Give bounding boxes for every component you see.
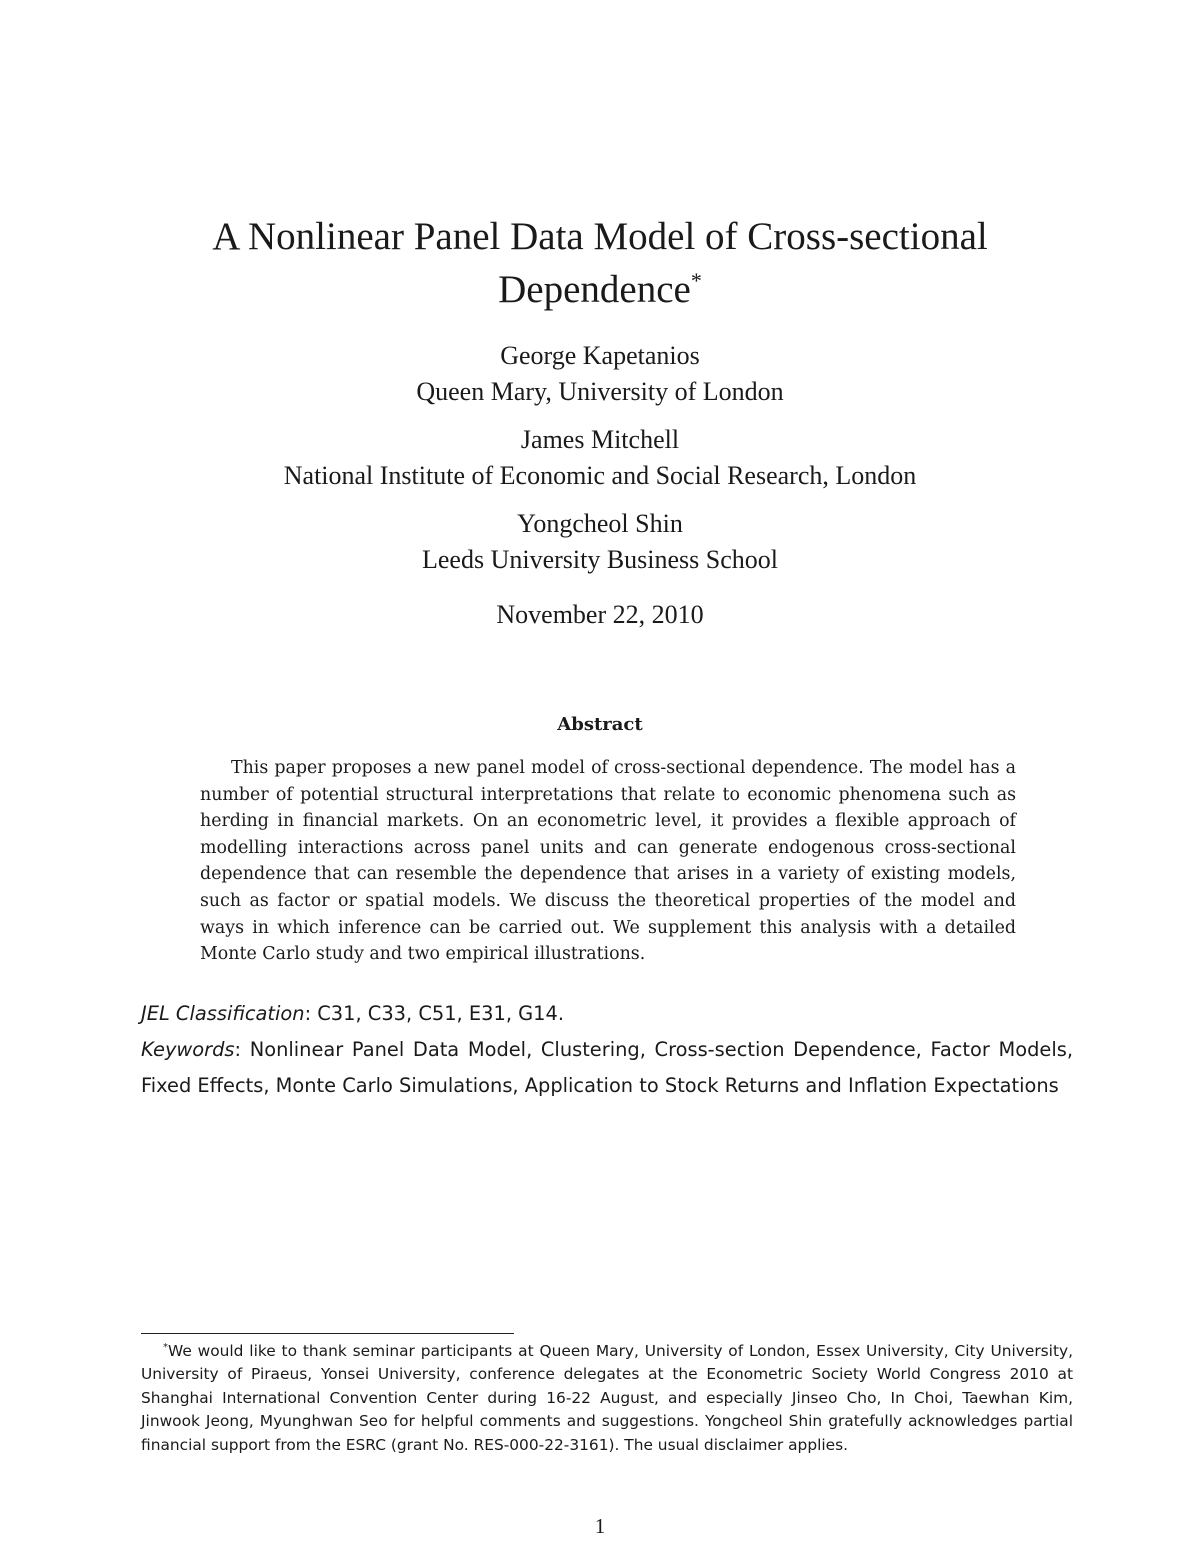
footnote-text: We would like to thank seminar participants at Queen Mary, University of London, Essex University, City University, University of Piraeus, Yonsei University, conference delegates at the Econometric Society World Congress 2010 at Shanghai International Convention Center during 16-22 August, and especially Jinseo Cho, In Choi, Taewhan Kim, Jinwook Jeong, Myunghwan Seo for helpful comments and suggestions. Yongcheol Shin gratefully acknowledges partial financial support from the ESRC (grant No. RES-000-22-3161). The usual disclaimer applies. xyxy=(141,1342,1073,1454)
footnote-marker: * xyxy=(163,1341,168,1353)
keywords-label: Keywords xyxy=(141,1038,235,1061)
author-block xyxy=(150,338,1050,410)
author-block xyxy=(150,422,1050,494)
author-block xyxy=(150,506,1050,578)
title-footnote-marker: * xyxy=(690,268,702,293)
jel-value: C31, C33, C51, E31, G14. xyxy=(317,1002,565,1025)
author-affiliation: Leeds University Business School xyxy=(421,545,779,574)
jel-classification: JEL Classification: C31, C33, C51, E31, G14. xyxy=(141,1002,565,1025)
page-number: 1 xyxy=(594,1514,606,1538)
keywords-value: Nonlinear Panel Data Model, Clustering, Cross-section Dependence, Factor Models, Fixed Effects, Monte Carlo Simulations, Application to Stock Returns and Inflation Expectations xyxy=(141,1038,1074,1097)
paper-title-text: A Nonlinear Panel Data Model of Cross-sectional Dependence xyxy=(212,215,988,311)
jel-label: JEL Classification xyxy=(141,1002,305,1025)
author-list xyxy=(150,338,1050,590)
paper-title xyxy=(150,210,1050,316)
footnote-divider xyxy=(141,1333,514,1334)
acknowledgement-footnote xyxy=(141,1340,1073,1457)
author-name: Yongcheol Shin xyxy=(517,509,683,538)
author-affiliation: National Institute of Economic and Social Research, London xyxy=(283,461,917,490)
paper-date: November 22, 2010 xyxy=(496,600,704,629)
author-name: George Kapetanios xyxy=(500,341,700,370)
author-affiliation: Queen Mary, University of London xyxy=(416,377,784,406)
abstract-body: This paper proposes a new panel model of cross-sectional dependence. The model has a number of potential structural interpretations that relate to economic phenomena such as herding in financial markets. On an econometric level, it provides a flexible approach of modelling interactions across panel units and can generate endogenous cross-sectional dependence that can resemble the dependence that arises in a variety of existing models, such as factor or spatial models. We discuss the theoretical properties of the model and ways in which inference can be carried out. We supplement this analysis with a detailed Monte Carlo study and two empirical illustrations. xyxy=(200,758,1016,965)
abstract-heading: Abstract xyxy=(557,714,643,735)
author-name: James Mitchell xyxy=(520,425,680,454)
keywords: Keywords: Nonlinear Panel Data Model, Clustering, Cross-section Dependence, Factor Models, Fixed Effects, Monte Carlo Simulations, Application to Stock Returns and Inflation Expectations xyxy=(141,1038,1074,1097)
